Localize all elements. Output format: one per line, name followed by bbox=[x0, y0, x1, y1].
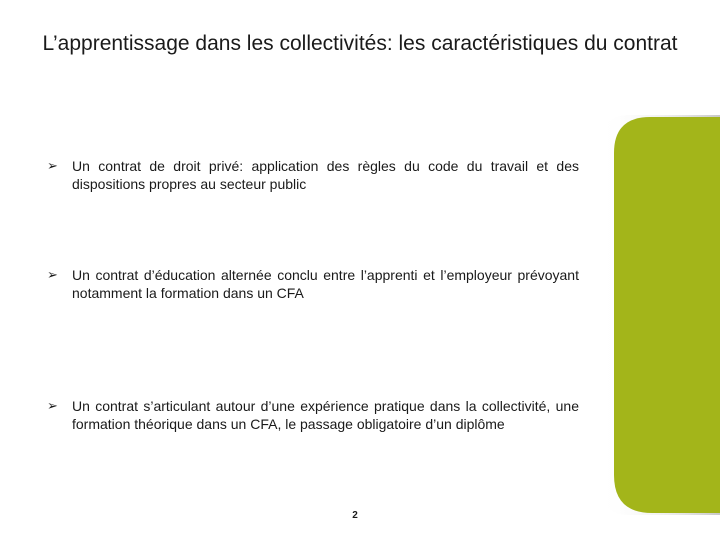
bullet-text: Un contrat de droit privé: application des règles du code du travail et des dispositions propres au secteur public bbox=[72, 158, 579, 192]
bullet-text: Un contrat s’articulant autour d’une expérience pratique dans la collectivité, une formation théorique dans un CFA, le passage obligatoire d’un diplôme bbox=[72, 398, 579, 432]
page-number: 2 bbox=[352, 510, 358, 521]
bullet-item bbox=[47, 397, 579, 433]
bullet-text: Un contrat d’éducation alternée conclu entre l’apprenti et l’employeur prévoyant notamment la formation dans un CFA bbox=[72, 267, 579, 301]
green-panel-shape bbox=[600, 115, 720, 515]
slide-title: L’apprentissage dans les collectivités: les caractéristiques du contrat bbox=[42, 32, 678, 55]
decorative-green-panel bbox=[600, 115, 720, 520]
arrow-bullet-icon: ➢ bbox=[47, 399, 58, 414]
arrow-bullet-icon: ➢ bbox=[47, 268, 58, 283]
bullet-item bbox=[47, 157, 579, 193]
green-panel-fill bbox=[614, 117, 720, 513]
bullet-item bbox=[47, 266, 579, 302]
arrow-bullet-icon: ➢ bbox=[47, 159, 58, 174]
